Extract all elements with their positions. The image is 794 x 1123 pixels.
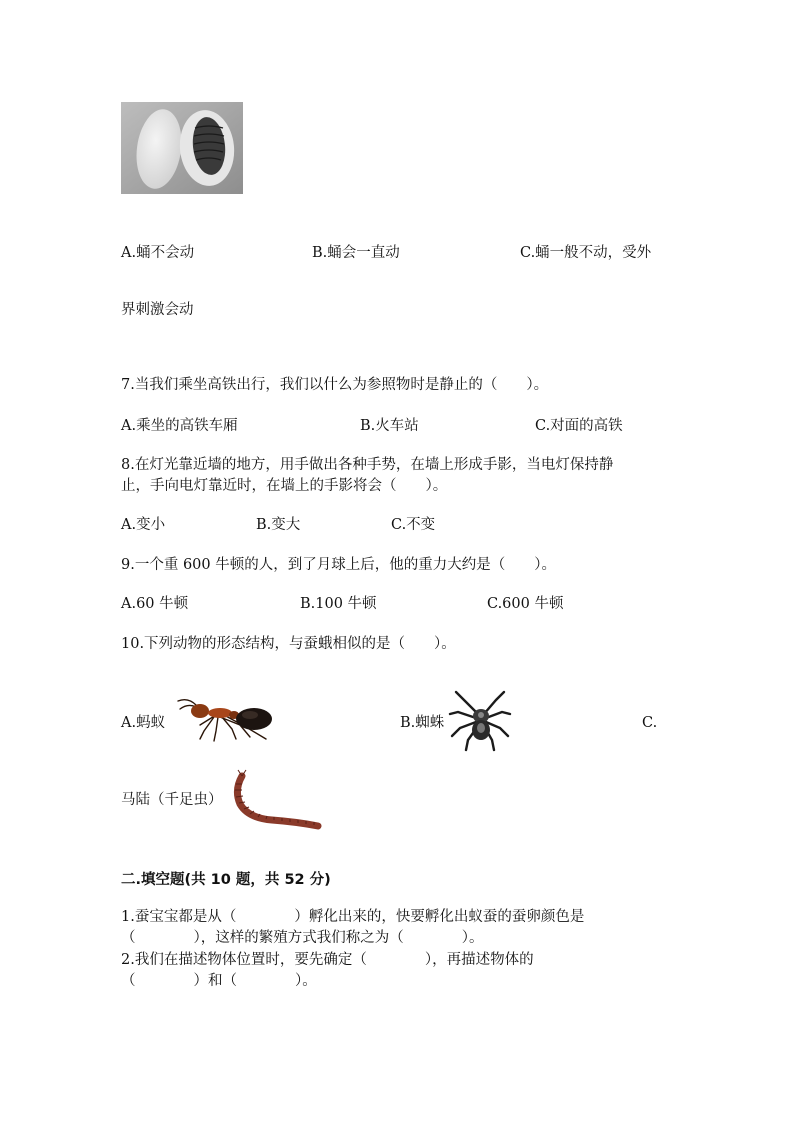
q8-option-b[interactable]: B.变大 — [256, 517, 301, 533]
pupa-cocoon-image — [121, 102, 243, 194]
q6-option-a[interactable]: A.蛹不会动 — [121, 245, 195, 261]
q6-option-b[interactable]: B.蛹会一直动 — [312, 245, 400, 261]
q8-option-c[interactable]: C.不变 — [391, 517, 436, 533]
q7-stem: 7.当我们乘坐高铁出行，我们以什么为参照物时是静止的（ ）。 — [121, 377, 549, 393]
q7-option-c[interactable]: C.对面的高铁 — [535, 418, 623, 434]
ant-icon — [170, 695, 282, 743]
q9-option-a[interactable]: A.60 牛顿 — [121, 596, 189, 612]
q8-stem-line2: 止，手向电灯靠近时，在墙上的手影将会（ ）。 — [121, 478, 448, 494]
q10-option-c[interactable]: C. — [642, 715, 658, 731]
millipede-icon — [228, 770, 324, 830]
fill-q1-line1: 1.蚕宝宝都是从（ ）孵化出来的，快要孵化出蚁蚕的蚕卵颜色是 — [121, 909, 585, 925]
fill-q2-line1: 2.我们在描述物体位置时，要先确定（ ），再描述物体的 — [121, 952, 534, 968]
q9-option-b[interactable]: B.100 牛顿 — [300, 596, 377, 612]
section-heading: 二.填空题(共 10 题，共 52 分) — [121, 872, 331, 888]
fill-q2-line2: （ ）和（ ）。 — [121, 973, 317, 989]
fill-q1-line2: （ ），这样的繁殖方式我们称之为（ ）。 — [121, 930, 484, 946]
spider-icon — [448, 688, 512, 752]
q7-option-a[interactable]: A.乘坐的高铁车厢 — [121, 418, 238, 434]
q8-stem-line1: 8.在灯光靠近墙的地方，用手做出各种手势，在墙上形成手影，当电灯保持静 — [121, 457, 614, 473]
q10-option-b[interactable]: B.蜘蛛 — [400, 715, 445, 731]
q6-option-c-continued: 界刺激会动 — [121, 302, 194, 318]
q9-option-c[interactable]: C.600 牛顿 — [487, 596, 564, 612]
q10-stem: 10.下列动物的形态结构，与蚕蛾相似的是（ ）。 — [121, 636, 456, 652]
q7-option-b[interactable]: B.火车站 — [360, 418, 419, 434]
q8-option-a[interactable]: A.变小 — [121, 517, 166, 533]
q10-option-a[interactable]: A.蚂蚁 — [121, 715, 166, 731]
q6-option-c[interactable]: C.蛹一般不动，受外 — [520, 245, 652, 261]
q10-option-c-label: 马陆（千足虫） — [121, 792, 223, 808]
q9-stem: 9.一个重 600 牛顿的人，到了月球上后，他的重力大约是（ ）。 — [121, 557, 556, 573]
